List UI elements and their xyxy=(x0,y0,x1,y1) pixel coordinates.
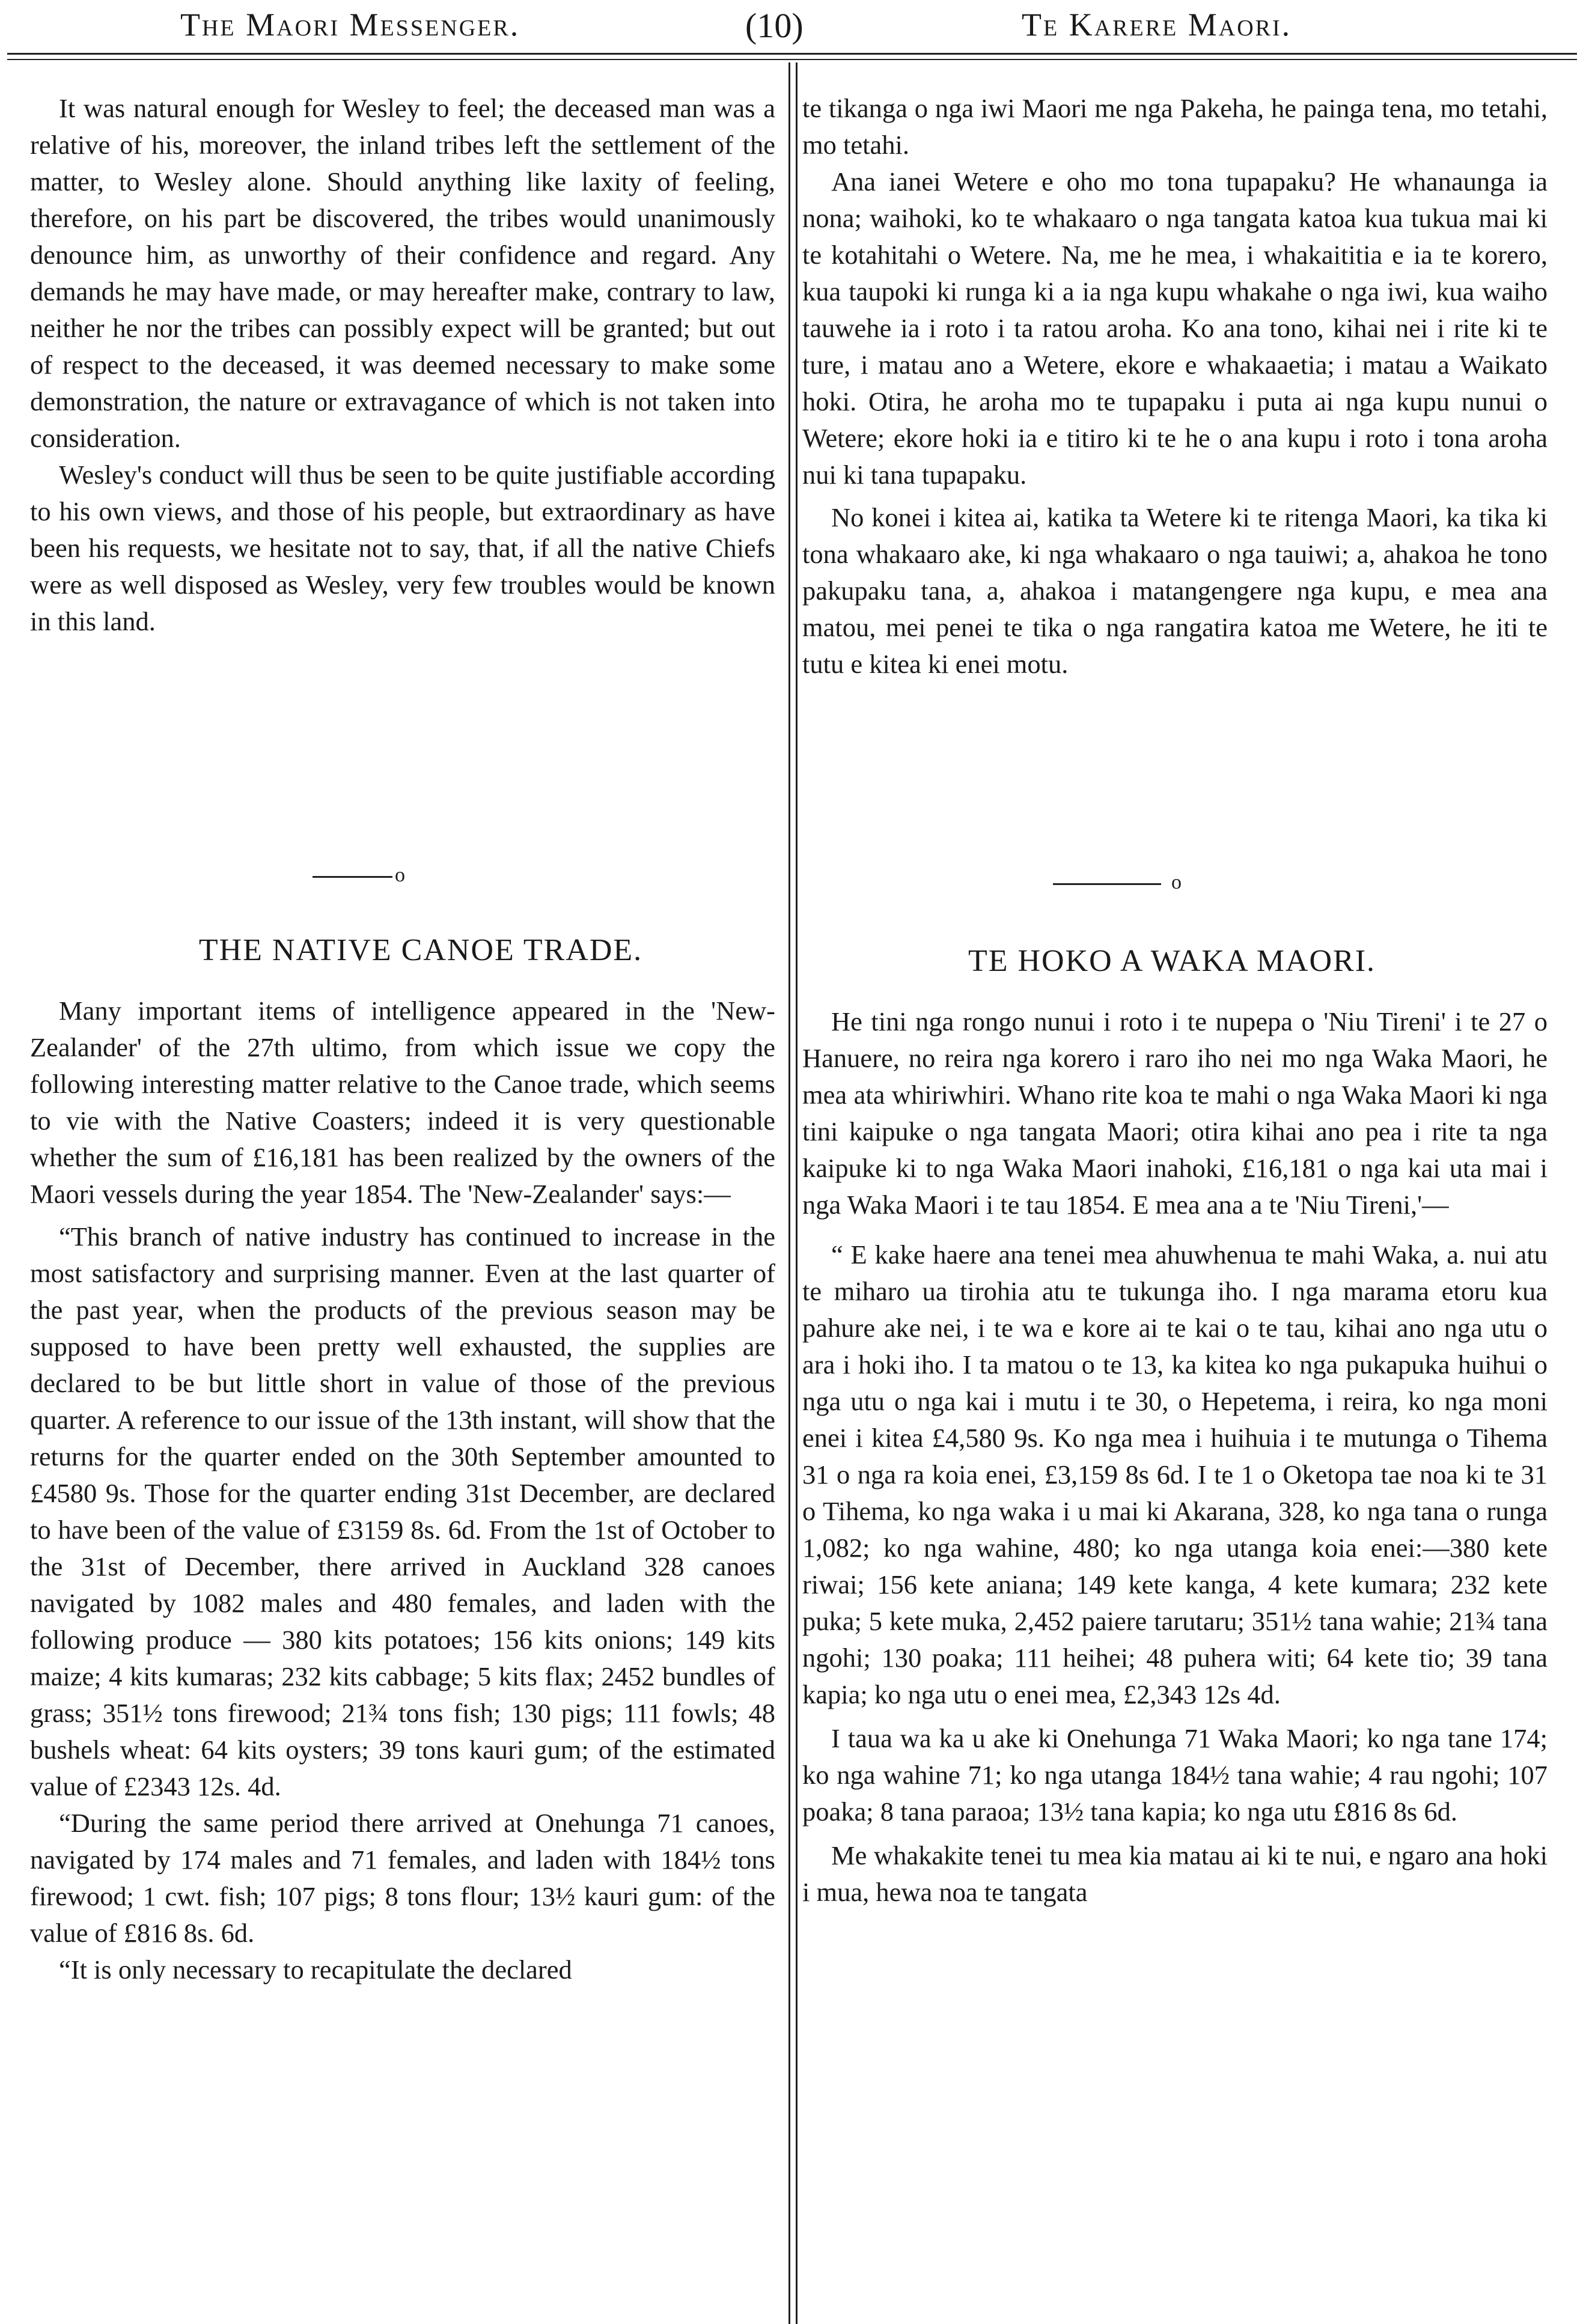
article-paragraph: “It is only necessary to recapitulate the declared xyxy=(59,1954,572,1985)
page-number: (10) xyxy=(745,6,804,45)
header-rule-inner xyxy=(7,59,1577,60)
masthead-english: The Maori Messenger. xyxy=(180,7,520,43)
article-paragraph: I taua wa ka u ake ki Onehunga 71 Waka Maori; ko nga tane 174; ko nga wahine 71; ko nga utanga 184½ tana wahie; 4 rau ngohi; 107 poaka; 8 tana paraoa; 13½ tana kapia; ko nga utu £816 8s 6d. xyxy=(802,1723,1548,1827)
article-paragraph: te tikanga o nga iwi Maori me nga Pakeha, he painga tena, mo tetahi, mo tetahi. xyxy=(802,93,1548,160)
section-heading: THE NATIVE CANOE TRADE. xyxy=(198,933,643,967)
masthead-maori: Te Karere Maori. xyxy=(1022,7,1292,43)
article-paragraph: “This branch of native industry has continued to increase in the most satisfactory and surprising manner. Even at the last quarter of the past year, when the products of the previous season may be supposed to have been pretty well exhausted, the supplies are declared to be but little short in value of those of the previous quarter. A reference to our issue of the 13th instant, will show that the returns for the quarter ended on the 30th September amounted to £4580 9s. Those for the quarter ending 31st December, are declared to have been of the value of £3159 8s. 6d. From the 1st of October to the 31st of December, there arrived in Auckland 328 canoes navigated by 1082 males and 480 females, and laden with the following produce — 380 kits potatoes; 156 kits onions; 149 kits maize; 4 kits kumaras; 232 kits cabbage; 5 kits flax; 2452 bundles of grass; 351½ tons firewood; 21¾ tons fish; 130 pigs; 111 fowls; 48 bushels wheat: 64 kits oysters; 39 tons kauri gum; of the estimated value of £2343 12s. 4d. xyxy=(30,1221,775,1801)
section-divider-mark: o xyxy=(1169,872,1184,893)
maori-column xyxy=(802,90,1548,683)
article-paragraph: Ana ianei Wetere e oho mo tona tupapaku? He whanaunga ia nona; waihoki, ko te whakaaro o nga tangata katoa kua tukua mai ki te kotahitahi o Wetere. Na, me he mea, i whakaititia e ia te korero, kua taupoki ki runga ki a ia nga kupu whakahe o nga iwi, kua waiho tauwehe ia i roto i ta ratou aroha. Ko ana tono, kihai nei i rite ki te ture, i matau ano a Wetere, ekore e whakaaetia; i matau a Waikato hoki. Otira, he aroha mo te tupapaku i puta ai nga kupu nunui o Wetere; ekore hoki ia e titiro ki te he o ana kupu i roto i tona aroha nui ki tana tupapaku. xyxy=(802,166,1548,490)
maori-column-canoe xyxy=(802,1003,1548,1911)
english-column-canoe xyxy=(30,993,775,1988)
article-paragraph: It was natural enough for Wesley to feel; the deceased man was a relative of his, moreover, the inland tribes left the settlement of the matter, to Wesley alone. Should anything like laxity of feeling, therefore, on his part be discovered, the tribes would unanimously denounce him, as unworthy of their confidence and regard. Any demands he may have made, or may hereafter make, contrary to law, neither he nor the tribes can possibly expect will be granted; but out of respect to the deceased, it was deemed necessary to make some demonstration, the nature or extravagance of which is not taken into consideration. xyxy=(30,93,775,453)
article-paragraph: No konei i kitea ai, katika ta Wetere ki te ritenga Maori, ka tika ki tona whakaaro ake, ki nga whakaaro o nga tauiwi; a, ahakoa he tono pakupaku tana, a, ahakoa i matangengere nga kupu, e mea ana matou, mei penei te tika o nga rangatira katoa me Wetere, he iti te tutu e kitea ki enei motu. xyxy=(802,502,1548,679)
section-divider-rule xyxy=(313,876,403,878)
section-heading: TE HOKO A WAKA MAORI. xyxy=(968,944,1376,978)
header-rule xyxy=(7,53,1577,55)
section-divider-mark: o xyxy=(392,865,407,886)
column-divider-line xyxy=(796,62,798,2324)
article-paragraph: “ E kake haere ana tenei mea ahuwhenua te mahi Waka, a. nui atu te miharo ua tirohia atu te tukunga iho. I nga marama etoru kua pahure ake nei, i te wa e kore ai te kai o te tau, kihai ano nga utu o ara i hoki iho. I ta matou o te 13, ka kitea ko nga pukapuka huihui o nga utu o nga kai i mutu i te 30, o Hepetema, i reira, ko nga moni enei i kitea £4,580 9s. Ko nga mea i huihuia i te mutunga o Tihema 31 o nga ra koia enei, £3,159 8s 6d. I te 1 o Oketopa tae noa ki te 31 o Tihema, ko nga waka i u mai ki Akarana, 328, ko nga tana o runga 1,082; ko nga wahine, 480; ko nga utanga koia enei:—380 kete riwai; 156 kete aniana; 149 kete kanga, 4 kete kumara; 232 kete puka; 5 kete muka, 2,452 paiere tarutaru; 351½ tana wahie; 21¾ tana ngohi; 130 poaka; 111 heihei; 48 puhera witi; 64 kete tio; 39 tana kapia; ko nga utu o enei mea, £2,343 12s 4d. xyxy=(802,1240,1548,1709)
column-divider-line xyxy=(788,62,790,2324)
article-paragraph: “During the same period there arrived at Onehunga 71 canoes, navigated by 174 males and 71 females, and laden with 184½ tons firewood; 1 cwt. fish; 107 pigs; 8 tons flour; 13½ kauri gum: of the value of £816 8s. 6d. xyxy=(30,1808,775,1948)
english-column xyxy=(30,90,775,640)
article-paragraph: Many important items of intelligence appeared in the 'New-Zealander' of the 27th ultimo, from which issue we copy the following interesting matter relative to the Canoe trade, which seems to vie with the Native Coasters; indeed it is very questionable whether the sum of £16,181 has been realized by the owners of the Maori vessels during the year 1854. The 'New-Zealander' says:— xyxy=(30,996,775,1209)
section-divider-rule xyxy=(1053,883,1161,885)
article-paragraph: He tini nga rongo nunui i roto i te nupepa o 'Niu Tireni' i te 27 o Hanuere, no reira nga korero i raro iho nei mo nga Waka Maori, he mea ata whiriwhiri. Whano rite koa te mahi o nga Waka Maori ki nga tini kaipuke o nga tangata Maori; otira kihai ano pea i rite ta nga kaipuke ki to nga Waka Maori inahoki, £16,181 o nga kai uta mai i nga Waka Maori i te tau 1854. E mea ana a te 'Niu Tireni,'— xyxy=(802,1006,1548,1220)
article-paragraph: Me whakakite tenei tu mea kia matau ai ki te nui, e ngaro ana hoki i mua, hewa noa te tangata xyxy=(802,1840,1548,1907)
article-paragraph: Wesley's conduct will thus be seen to be quite justifiable according to his own views, and those of his people, but extraordinary as have been his requests, we hesitate not to say, that, if all the native Chiefs were as well disposed as Wesley, very few troubles would be known in this land. xyxy=(30,460,775,636)
